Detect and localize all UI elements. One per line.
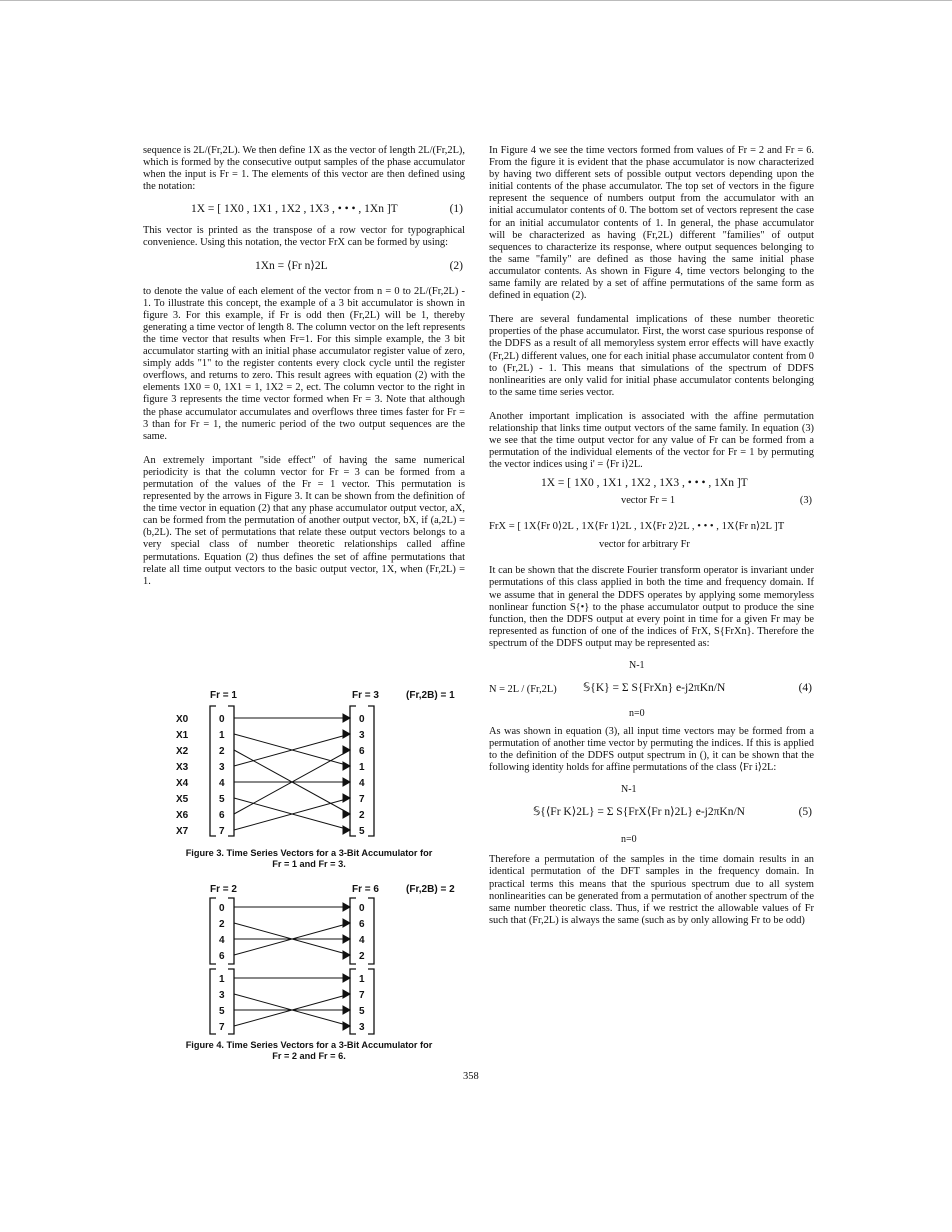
fig4-right-value: 3 [359, 1022, 365, 1033]
fig4-permutation-arrow-head [343, 951, 350, 959]
equation-3b [489, 519, 814, 541]
fig4-left-header: Fr = 2 [210, 884, 237, 895]
fig4-permutation-arrow-head [343, 903, 350, 911]
fig4-left-value: 5 [219, 1006, 225, 1017]
figure-3-caption [166, 848, 452, 870]
figure-4-caption-line1: Figure 4. Time Series Vectors for a 3-Bit Accumulator for [185, 1040, 433, 1050]
equation-4 [489, 650, 814, 726]
fig3-left-value: 4 [219, 778, 225, 789]
equation-3a-label-row [489, 495, 814, 519]
equation-3b-label-row [489, 541, 814, 565]
fig3-right-value: 5 [359, 826, 365, 837]
figure-4-caption [166, 1040, 452, 1062]
right-column [489, 145, 814, 927]
left-paragraph-2: This vector is printed as the transpose of a row vector for typographical convenience. Using this notation, the vector FrX can be formed by using: [143, 225, 465, 249]
right-paragraph-4: It can be shown that the discrete Fourier transform operator is invariant under permutations of this class applied in both the time and frequency domain. If we assume that in general the DDFS operates by applying some memoryless nonlinear function S{•} to the phase accumulator output to produce the sine function, then the DDFS output at every point in time for a given Fr may be represented as function of one of the indices of FrX, S{FrXn}. Therefore the spectrum of the DDFS output may be represented as: [489, 565, 814, 649]
equation-3a-label: vector Fr = 1 [621, 495, 676, 507]
fig3-left-value: 3 [219, 762, 225, 773]
fig3-permutation-arrow-head [343, 826, 350, 834]
equation-2-number: (2) [449, 259, 463, 272]
fig3-left-value: 2 [219, 746, 225, 757]
equation-4-sum-upper: N-1 [629, 660, 645, 671]
fig3-right-value: 6 [359, 746, 365, 757]
fig3-permutation-arrow-head [343, 762, 350, 770]
fig3-brackets [210, 706, 374, 836]
fig3-row-label: X2 [176, 746, 189, 757]
equation-5-sum-lower: n=0 [621, 834, 637, 846]
equation-1-body: 1X = [ 1X0 , 1X1 , 1X2 , 1X3 , • • • , 1Xn ]T [191, 203, 398, 216]
fig4-right-value: 7 [359, 990, 365, 1001]
fig4-permutation-arrow-head [343, 974, 350, 982]
fig3-row-label: X1 [176, 730, 189, 741]
equation-2-body: 1Xn = ⟨Fr n⟩2L [255, 259, 328, 272]
equation-4-sum-lower: n=0 [629, 708, 645, 719]
right-paragraph-1: In Figure 4 we see the time vectors formed from values of Fr = 2 and Fr = 6. From the figure it is evident that the phase accumulator is now characterized by having two different sets of possible output vectors depending upon the initial contents of the phase accumulator. The top set of vectors in the figure represent the sequence of numbers output from the accumulator with an initial accumulator contents of 0. The bottom set of vectors represent the case for an initial accumulator contents of 1. In general, the phase accumulator will be characterized as having (Fr,2L) different "families" of output sequences to characterize its response, where output sequences belonging to the same "family" are defined as those having the same initial phase accumulator contents. As shown in Figure 4, time vectors belonging to the same family are related by a set of affine permutations of the same form as defined in equation (2). [489, 145, 814, 302]
fig3-right-value: 1 [359, 762, 365, 773]
fig4-right-value: 4 [359, 935, 365, 946]
fig4-right-value: 2 [359, 951, 365, 962]
fig4-left-value: 3 [219, 990, 225, 1001]
right-paragraph-2: There are several fundamental implications of these number theoretic properties of the phase accumulator. First, the worst case spurious response of the DDFS as a result of all memoryless system error effects will have exactly (Fr,2L) different values, one for each initial phase accumulator content from 0 to (Fr,2L) - 1. This means that simulations of the spectrum of DDFS nonlinearities are only valid for initial phase accumulator contents belonging to the same time series vector. [489, 314, 814, 398]
fig3-right-value: 4 [359, 778, 365, 789]
fig4-left-value: 0 [219, 903, 225, 914]
fig4-left-value: 2 [219, 919, 225, 930]
left-paragraph-3: to denote the value of each element of the vector from n = 0 to 2L/(Fr,2L) - 1. To illustrate this concept, the example of a 3 bit accumulator is shown in figure 3. For this example, if Fr is odd then (Fr,2L) will be 1, thereby generating a time vector of length 8. The column vector on the left represents the time vector that results when Fr=1. For this simple example, the 3 bit accumulator starting with an initial phase accumulator register value of zero, simply adds "1" to the register contents every clock cycle until the register overflows, and returns to zero. This result agrees with equation (2) with the elements 1X0 = 0, 1X1 = 1, 1X2 = 2, ect. The column vector to the right in figure 3 represents the time vector formed when Fr = 3. Note that although the phase accumulator accumulates and overflows three times faster for Fr = 3 than for Fr = 1, the numeric period of the two output sequences are the same. [143, 285, 465, 442]
fig4-right-value: 1 [359, 974, 365, 985]
figure-3 [170, 686, 470, 846]
fig3-row-label: X4 [176, 778, 189, 789]
fig4-left-value: 4 [219, 935, 225, 946]
fig4-permutation-arrow-head [343, 1022, 350, 1030]
fig4-gcd-label: (Fr,2B) = 2 [406, 884, 455, 895]
equation-3b-body: FrX = [ 1X⟨Fr 0⟩2L , 1X⟨Fr 1⟩2L , 1X⟨Fr 2⟩2L , • • • , 1X⟨Fr n⟩2L ]T [489, 521, 785, 533]
page-top-rule [0, 0, 952, 1]
figure-3-caption-line1: Figure 3. Time Series Vectors for a 3-Bit Accumulator for [185, 848, 433, 858]
fig4-permutation-arrow-head [343, 919, 350, 927]
figure-4-caption-line2: Fr = 2 and Fr = 6. [272, 1051, 346, 1061]
fig3-left-value: 0 [219, 714, 225, 725]
equation-3-number: (3) [799, 495, 812, 507]
fig4-permutation-arrow-head [343, 935, 350, 943]
fig3-gcd-label: (Fr,2B) = 1 [406, 690, 455, 701]
fig4-right-value: 5 [359, 1006, 365, 1017]
equation-5-sum-upper: N-1 [621, 784, 637, 796]
fig4-left-value: 7 [219, 1022, 225, 1033]
fig4-brackets [210, 898, 374, 1034]
fig3-row-label: X7 [176, 826, 189, 837]
fig3-right-value: 0 [359, 714, 365, 725]
fig3-row-label: X3 [176, 762, 189, 773]
equation-5-body: 𝕊{⟨Fr K⟩2L} = Σ S{FrX⟨Fr n⟩2L} e-j2πKn/N [533, 806, 745, 819]
fig3-row-label: X5 [176, 794, 189, 805]
fig3-right-value: 3 [359, 730, 365, 741]
fig3-left-value: 7 [219, 826, 225, 837]
fig3-right-header: Fr = 3 [352, 690, 379, 701]
fig3-row-label: X6 [176, 810, 189, 821]
fig4-left-value: 6 [219, 951, 225, 962]
left-paragraph-1: sequence is 2L/(Fr,2L). We then define 1X as the vector of length 2L/(Fr,2L), which is formed by the consecutive output samples of the phase accumulator when the input is Fr = 1. The elements of this vector are then defined using the notation: [143, 145, 465, 193]
equation-3b-label: vector for arbitrary Fr [599, 539, 690, 551]
fig4-right-header: Fr = 6 [352, 884, 379, 895]
fig3-left-value: 1 [219, 730, 225, 741]
fig3-permutation-arrow-head [343, 794, 350, 802]
right-paragraph-3: Another important implication is associated with the affine permutation relationship that links time output vectors of the same family. In equation (3) we see that the time output vector for any value of Fr can be formed from a permutation of the individual elements of the vector for Fr = 1 by permuting the vector indices using i' = ⟨Fr i⟩2L. [489, 410, 814, 471]
fig3-left-value: 5 [219, 794, 225, 805]
equation-4-body: 𝕊{K} = Σ S{FrXn} e-j2πKn/N [583, 682, 726, 694]
figure-4 [170, 880, 470, 1040]
fig3-row-label: X0 [176, 714, 189, 725]
fig3-right-value: 2 [359, 810, 365, 821]
equation-4-n-definition: N = 2L / (Fr,2L) [489, 684, 557, 695]
equation-3a-body: 1X = [ 1X0 , 1X1 , 1X2 , 1X3 , • • • , 1Xn ]T [541, 477, 748, 490]
figure-3-caption-line2: Fr = 1 and Fr = 3. [272, 859, 346, 869]
left-column [143, 145, 465, 588]
fig3-left-value: 6 [219, 810, 225, 821]
fig3-left-header: Fr = 1 [210, 690, 237, 701]
page-number: 358 [463, 1071, 479, 1082]
equation-4-number: (4) [798, 682, 812, 694]
left-paragraph-4: An extremely important "side effect" of having the same numerical periodicity is that the column vector for Fr = 3 can be formed from a permutation of the values of the Fr = 1 vector. This permutation is represented by the arrows in Figure 3. It can be shown from the definition of the time vector in equation (2) that any phase accumulator output vector, aX, can be formed from the permutation of another output vector, bX, if (a,2L) = (b,2L). The set of permutations that relate these output vectors belongs to a very special class of number theoretic relationships called affine permutations. Equation (2) thus defines the set of affine permutations that relate all time output vectors to the basic output vector, 1X, when (Fr,2L) = 1. [143, 454, 465, 587]
equation-1 [143, 193, 465, 225]
equation-5 [489, 774, 814, 854]
equation-1-number: (1) [449, 203, 463, 216]
right-paragraph-6: Therefore a permutation of the samples in the time domain results in an identical permutation of the DFT samples in the frequency domain. In practical terms this means that the spurious spectrum due to all system nonlinearities can be generated from a permutation of another spectrum of the same number theoretic class. Thus, if we restrict the allowable values of Fr such that (Fr,2L) is always the same (such as by only allowing Fr to be odd) [489, 854, 814, 926]
fig3-permutation-arrow-head [343, 746, 350, 754]
fig3-right-value: 7 [359, 794, 365, 805]
fig4-right-value: 0 [359, 903, 365, 914]
equation-2 [143, 250, 465, 286]
fig3-permutation-arrow-head [343, 778, 350, 786]
right-paragraph-5: As was shown in equation (3), all input time vectors may be formed from a permutation of another time vector by permuting the indices. If this is applied to the definition of the DDFS output spectrum in (), it can be shown that the following identity holds for affine permutations of the class ⟨Fr i⟩2L: [489, 726, 814, 774]
equation-5-number: (5) [798, 806, 812, 819]
fig3-permutation-arrow-head [343, 810, 350, 818]
fig3-permutation-arrow-head [343, 714, 350, 722]
fig4-permutation-arrow-head [343, 990, 350, 998]
fig4-left-value: 1 [219, 974, 225, 985]
fig4-permutation-arrow-head [343, 1006, 350, 1014]
fig4-right-value: 6 [359, 919, 365, 930]
fig3-permutation-arrow-head [343, 730, 350, 738]
